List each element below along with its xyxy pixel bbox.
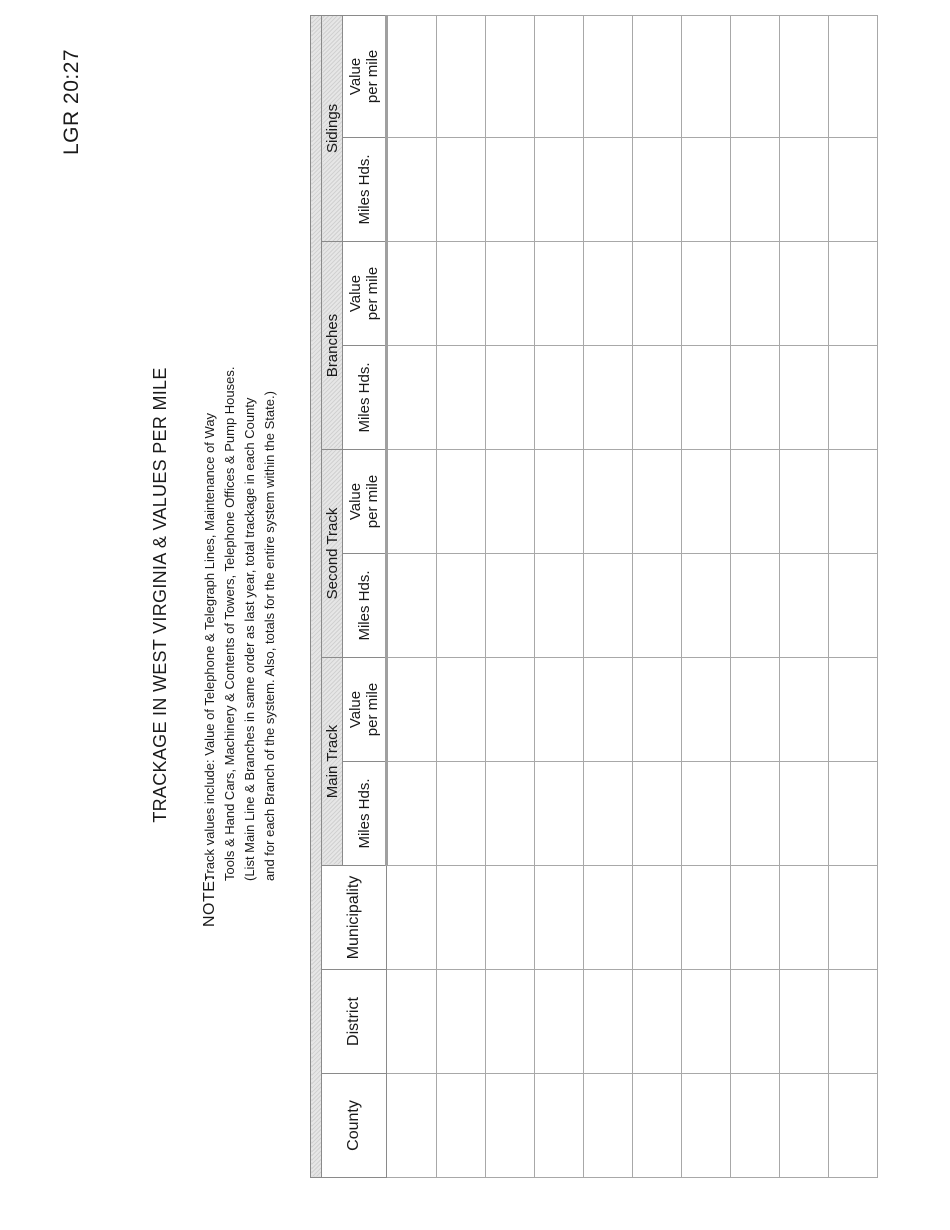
table-cell[interactable] [387, 554, 437, 658]
table-row [828, 15, 877, 1177]
table-cell[interactable] [584, 450, 633, 554]
group-header-sidings: Sidings [322, 15, 343, 241]
table-cell[interactable] [633, 970, 682, 1074]
table-cell[interactable] [730, 242, 779, 346]
table-body [387, 15, 878, 1177]
table-cell[interactable] [779, 138, 828, 242]
table-cell[interactable] [486, 450, 535, 554]
table-row [633, 15, 682, 1177]
note-label: NOTE: [201, 875, 218, 927]
table-row [535, 15, 584, 1177]
table-cell[interactable] [730, 762, 779, 866]
table-cell[interactable] [584, 970, 633, 1074]
table-cell[interactable] [633, 346, 682, 450]
table-cell[interactable] [682, 138, 731, 242]
table-cell[interactable] [535, 762, 584, 866]
value-line-2: per mile [364, 266, 381, 321]
table-cell[interactable] [387, 138, 437, 242]
trackage-table [310, 15, 878, 1178]
table-cell[interactable] [633, 554, 682, 658]
form-code: LGR 20:27 [60, 48, 83, 155]
table-cell[interactable] [779, 450, 828, 554]
table-row [437, 15, 486, 1177]
table-cell[interactable] [730, 1074, 779, 1178]
table-cell[interactable] [535, 346, 584, 450]
value-line-1: Value [347, 690, 364, 729]
table-cell[interactable] [730, 554, 779, 658]
group-header-main-track: Main Track [322, 658, 343, 866]
subheader-value [343, 15, 387, 137]
table-cell[interactable] [437, 866, 486, 970]
table-cell[interactable] [633, 762, 682, 866]
subheader-value [343, 242, 387, 346]
subheader-miles: Miles Hds. [343, 138, 387, 242]
table-cell[interactable] [387, 970, 437, 1074]
subheader-value [343, 658, 387, 762]
table-cell[interactable] [486, 242, 535, 346]
note-line: and for each Branch of the system. Also, totals for the entire system within the State.) [262, 391, 277, 881]
table-cell[interactable] [387, 866, 437, 970]
table-cell[interactable] [387, 450, 437, 554]
col-header-district: District [322, 970, 387, 1074]
table-cell[interactable] [535, 866, 584, 970]
table-cell[interactable] [387, 242, 437, 346]
table-row [387, 15, 437, 1177]
note-line: (List Main Line & Branches in same order as last year, total trackage in each County [242, 397, 257, 881]
table-cell[interactable] [779, 15, 828, 137]
table-cell[interactable] [682, 658, 731, 762]
table-cell[interactable] [682, 970, 731, 1074]
table-cell[interactable] [486, 866, 535, 970]
table-cell[interactable] [633, 1074, 682, 1178]
note-line: Track values include: Value of Telephone & Telegraph Lines, Maintenance of Way [202, 412, 217, 881]
table-cell[interactable] [633, 658, 682, 762]
table-cell[interactable] [584, 346, 633, 450]
subheader-miles: Miles Hds. [343, 554, 387, 658]
table-cell[interactable] [828, 970, 877, 1074]
table-cell[interactable] [730, 450, 779, 554]
table-cell[interactable] [486, 346, 535, 450]
table-cell[interactable] [633, 866, 682, 970]
table-cell[interactable] [682, 1074, 731, 1178]
table-cell[interactable] [682, 762, 731, 866]
table-cell[interactable] [730, 866, 779, 970]
subheader-miles: Miles Hds. [343, 762, 387, 866]
page-title: TRACKAGE IN WEST VIRGINIA & VALUES PER MILE [150, 367, 170, 823]
table-row [486, 15, 535, 1177]
value-line-1: Value [347, 57, 364, 96]
table-cell[interactable] [730, 658, 779, 762]
subheader-miles: Miles Hds. [343, 346, 387, 450]
table-cell[interactable] [682, 15, 731, 137]
table-cell[interactable] [535, 970, 584, 1074]
subheader-value [343, 450, 387, 554]
table-cell[interactable] [486, 1074, 535, 1178]
table-cell[interactable] [779, 762, 828, 866]
table-cell[interactable] [437, 346, 486, 450]
table-cell[interactable] [535, 554, 584, 658]
table-cell[interactable] [387, 762, 437, 866]
col-header-municipality: Municipality [322, 866, 387, 970]
table-cell[interactable] [437, 970, 486, 1074]
table-cell[interactable] [486, 970, 535, 1074]
note-block [200, 27, 280, 927]
table-cell[interactable] [584, 762, 633, 866]
table-cell[interactable] [437, 15, 486, 137]
value-line-1: Value [347, 274, 364, 313]
table-cell[interactable] [828, 554, 877, 658]
table-cell[interactable] [828, 138, 877, 242]
table-cell[interactable] [633, 450, 682, 554]
value-line-2: per mile [364, 49, 381, 104]
group-header-second-track: Second Track [322, 450, 343, 658]
table-cell[interactable] [828, 1074, 877, 1178]
table-cell[interactable] [486, 554, 535, 658]
table-cell[interactable] [584, 866, 633, 970]
table-cell[interactable] [730, 15, 779, 137]
table-cell[interactable] [535, 242, 584, 346]
table-cell[interactable] [584, 1074, 633, 1178]
note-line: Tools & Hand Cars, Machinery & Contents of Towers, Telephone Offices & Pump Houses. [222, 366, 237, 881]
table-cell[interactable] [633, 138, 682, 242]
table-cell[interactable] [828, 15, 877, 137]
table-cell[interactable] [682, 242, 731, 346]
table-cell[interactable] [437, 554, 486, 658]
table-cell[interactable] [437, 138, 486, 242]
table-cell[interactable] [633, 15, 682, 137]
table-cell[interactable] [779, 554, 828, 658]
table-cell[interactable] [828, 242, 877, 346]
table-cell[interactable] [584, 15, 633, 137]
table-cell[interactable] [535, 658, 584, 762]
table-cell[interactable] [633, 242, 682, 346]
table-cell[interactable] [535, 450, 584, 554]
table-cell[interactable] [535, 15, 584, 137]
table-cell[interactable] [486, 138, 535, 242]
table-row [730, 15, 779, 1177]
value-line-1: Value [347, 482, 364, 521]
table-row [779, 15, 828, 1177]
table-row [584, 15, 633, 1177]
table-cell[interactable] [730, 346, 779, 450]
table-cell[interactable] [584, 138, 633, 242]
value-line-2: per mile [364, 682, 381, 737]
table-cell[interactable] [437, 1074, 486, 1178]
table-cell[interactable] [779, 1074, 828, 1178]
table-cell[interactable] [486, 15, 535, 137]
table-cell[interactable] [828, 762, 877, 866]
table-cell[interactable] [437, 450, 486, 554]
table-cell[interactable] [730, 970, 779, 1074]
table-cell[interactable] [682, 866, 731, 970]
table-cell[interactable] [779, 242, 828, 346]
value-line-2: per mile [364, 474, 381, 529]
table-cell[interactable] [437, 242, 486, 346]
table-cell[interactable] [828, 658, 877, 762]
table-cell[interactable] [486, 658, 535, 762]
table-cell[interactable] [779, 658, 828, 762]
table-cell[interactable] [387, 1074, 437, 1178]
col-header-county: County [322, 1074, 387, 1178]
table-cell[interactable] [437, 658, 486, 762]
group-header-branches: Branches [322, 242, 343, 450]
table-cell[interactable] [387, 346, 437, 450]
table-cell[interactable] [828, 866, 877, 970]
table-cell[interactable] [682, 554, 731, 658]
table-cell[interactable] [387, 658, 437, 762]
table-cell[interactable] [682, 346, 731, 450]
table-cell[interactable] [730, 138, 779, 242]
table-row [682, 15, 731, 1177]
table-cell[interactable] [584, 242, 633, 346]
table-cell[interactable] [779, 866, 828, 970]
table-cell[interactable] [486, 762, 535, 866]
table-cell[interactable] [779, 970, 828, 1074]
table-cell[interactable] [779, 346, 828, 450]
table-cell[interactable] [535, 138, 584, 242]
table-cell[interactable] [584, 658, 633, 762]
table-cell[interactable] [535, 1074, 584, 1178]
hatched-header-band [311, 15, 322, 1177]
table-cell[interactable] [437, 762, 486, 866]
table-cell[interactable] [828, 450, 877, 554]
table-cell[interactable] [584, 554, 633, 658]
table-cell[interactable] [828, 346, 877, 450]
table-cell[interactable] [682, 450, 731, 554]
table-cell[interactable] [387, 15, 437, 137]
